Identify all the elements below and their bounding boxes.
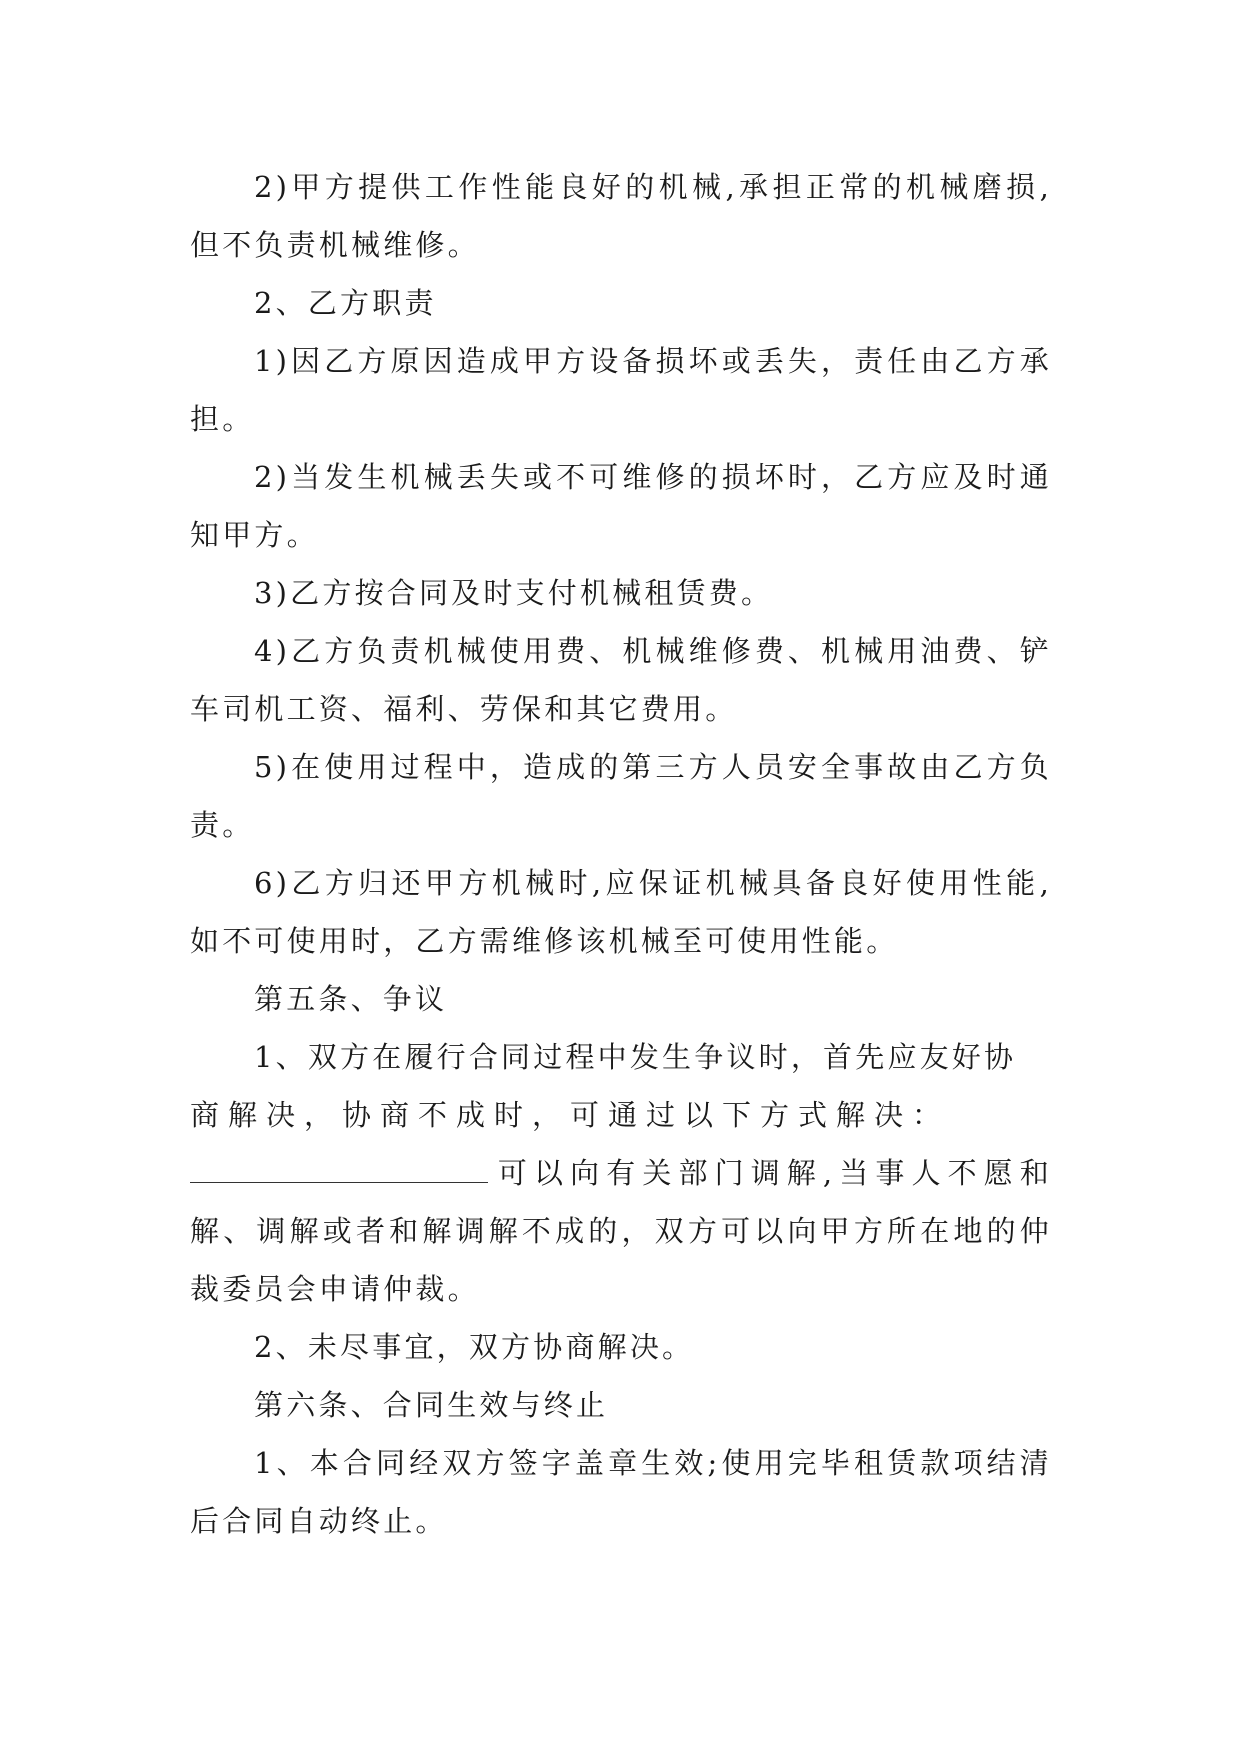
paragraph-party-b-duty-6: 6)乙方归还甲方机械时,应保证机械具备良好使用性能,如不可使用时，乙方需维修该机械至可使用性能。 xyxy=(190,866,1052,958)
dispute-line-2: 商解决，协商不成时，可通过以下方式解决： xyxy=(190,1098,951,1132)
paragraph-dispute-item-2: 2、未尽事宜，双方协商解决。 xyxy=(254,1330,695,1364)
heading-article-6-effect-termination: 第六条、合同生效与终止 xyxy=(254,1388,609,1422)
paragraph-dispute-resolution xyxy=(190,1028,1052,1318)
paragraph-party-b-duty-2: 2)当发生机械丢失或不可维修的损坏时，乙方应及时通知甲方。 xyxy=(190,460,1052,552)
fill-in-blank-line[interactable] xyxy=(190,1181,488,1183)
paragraph-party-b-duty-5: 5)在使用过程中，造成的第三方人员安全事故由乙方负责。 xyxy=(190,750,1052,842)
paragraph-party-b-duty-1: 1)因乙方原因造成甲方设备损坏或丢失，责任由乙方承担。 xyxy=(190,344,1052,436)
paragraph-party-b-duty-4: 4)乙方负责机械使用费、机械维修费、机械用油费、铲车司机工资、福利、劳保和其它费用。 xyxy=(190,634,1052,726)
dispute-line-3-text: 可以向有关部门调解,当事人不愿和解、调解或者和解调解不成的，双方可以向甲方所在地的仲裁委员会申请仲裁。 xyxy=(190,1156,1052,1306)
paragraph-party-a-duty-2: 2)甲方提供工作性能良好的机械,承担正常的机械磨损,但不负责机械维修。 xyxy=(190,170,1052,262)
heading-party-b-duties: 2、乙方职责 xyxy=(254,286,437,320)
heading-article-5-dispute: 第五条、争议 xyxy=(254,982,448,1016)
dispute-line-3 xyxy=(190,1144,1052,1318)
paragraph-party-b-duty-3: 3)乙方按合同及时支付机械租赁费。 xyxy=(254,576,774,610)
paragraph-effect-item-1: 1、本合同经双方签字盖章生效;使用完毕租赁款项结清后合同自动终止。 xyxy=(190,1446,1052,1538)
document-body xyxy=(190,158,1052,1550)
dispute-line-1: 1、双方在履行合同过程中发生争议时，首先应友好协 xyxy=(254,1040,1017,1074)
